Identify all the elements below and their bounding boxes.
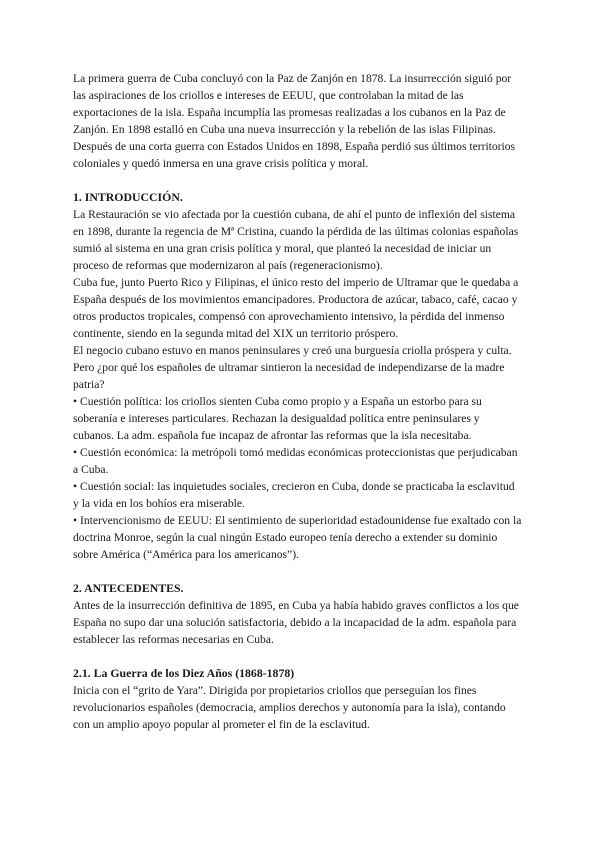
spacer xyxy=(73,172,523,189)
section-1-paragraph-3: El negocio cubano estuvo en manos peninsulares y creó una burguesía criolla próspera y culta. Pero ¿por qué los españoles de ultramar sintieron la necesidad de independizarse de la madre patria? xyxy=(73,344,512,391)
document-page xyxy=(73,70,523,733)
section-1-heading: 1. INTRODUCCIÓN. xyxy=(73,190,183,204)
section-2-paragraph-1: Antes de la insurrección definitiva de 1895, en Cuba ya había habido graves conflictos a los que España no supo dar una solución satisfactoria, debido a la incapacidad de la adm. española para establecer las reformas necesarias en Cuba. xyxy=(73,599,519,646)
spacer xyxy=(73,648,523,665)
bullet-item-economica: • Cuestión económica: la metrópoli tomó medidas económicas proteccionistas que perjudicaban a Cuba. xyxy=(73,444,523,478)
section-2-heading: 2. ANTECEDENTES. xyxy=(73,581,184,595)
bullet-item-social: • Cuestión social: las inquietudes sociales, crecieron en Cuba, donde se practicaba la esclavitud y la vida en los bohíos era miserable. xyxy=(73,478,523,512)
section-2-1-heading: 2.1. La Guerra de los Diez Años (1868-1878) xyxy=(73,666,295,680)
section-2-1-paragraph-1: Inicia con el “grito de Yara”. Dirigida por propietarios criollos que perseguían los fines revolucionarios españoles (democracia, amplios derechos y autonomía para la isla), contando con un amplio apoyo popular al prometer el fin de la esclavitud. xyxy=(73,684,506,731)
intro-paragraph: La primera guerra de Cuba concluyó con la Paz de Zanjón en 1878. La insurrección siguió por las aspiraciones de los criollos e intereses de EEUU, que controlaban la mitad de las exportaciones de la isla. España incumplía las promesas realizadas a los cubanos en la Paz de Zanjón. En 1898 estalló en Cuba una nueva insurrección y la rebelión de las islas Filipinas. Después de una corta guerra con Estados Unidos en 1898, España perdió sus últimos territorios coloniales y quedó inmersa en una grave crisis política y moral. xyxy=(73,72,516,170)
section-1-paragraph-1: La Restauración se vio afectada por la cuestión cubana, de ahí el punto de inflexión del sistema en 1898, durante la regencia de Mª Cristina, cuando la pérdida de las últimas colonias españolas sumió al sistema en una gran crisis política y moral, que planteó la necesidad de iniciar un proceso de reformas que modernizaron al país (regeneracionismo). xyxy=(73,208,519,272)
bullet-item-eeuu: • Intervencionismo de EEUU: El sentimiento de superioridad estadounidense fue exaltado con la doctrina Monroe, según la cual ningún Estado europeo tenía derecho a extender su dominio sobre América (“América para los americanos”). xyxy=(73,512,523,563)
spacer xyxy=(73,563,523,580)
bullet-item-politica: • Cuestión política: los criollos sienten Cuba como propio y a España un estorbo para su soberanía e intereses particulares. Rechazan la desigualdad política entre peninsulares y cubanos. La adm. española fue incapaz de afrontar las reformas que la isla necesitaba. xyxy=(73,393,523,444)
section-1-paragraph-2: Cuba fue, junto Puerto Rico y Filipinas, el único resto del imperio de Ultramar que le quedaba a España después de los movimientos emancipadores. Productora de azúcar, tabaco, café, cacao y otros productos tropicales, compensó con aprovechamiento intensivo, la pérdida del inmenso continente, siendo en la segunda mitad del XIX un territorio próspero. xyxy=(73,276,519,340)
